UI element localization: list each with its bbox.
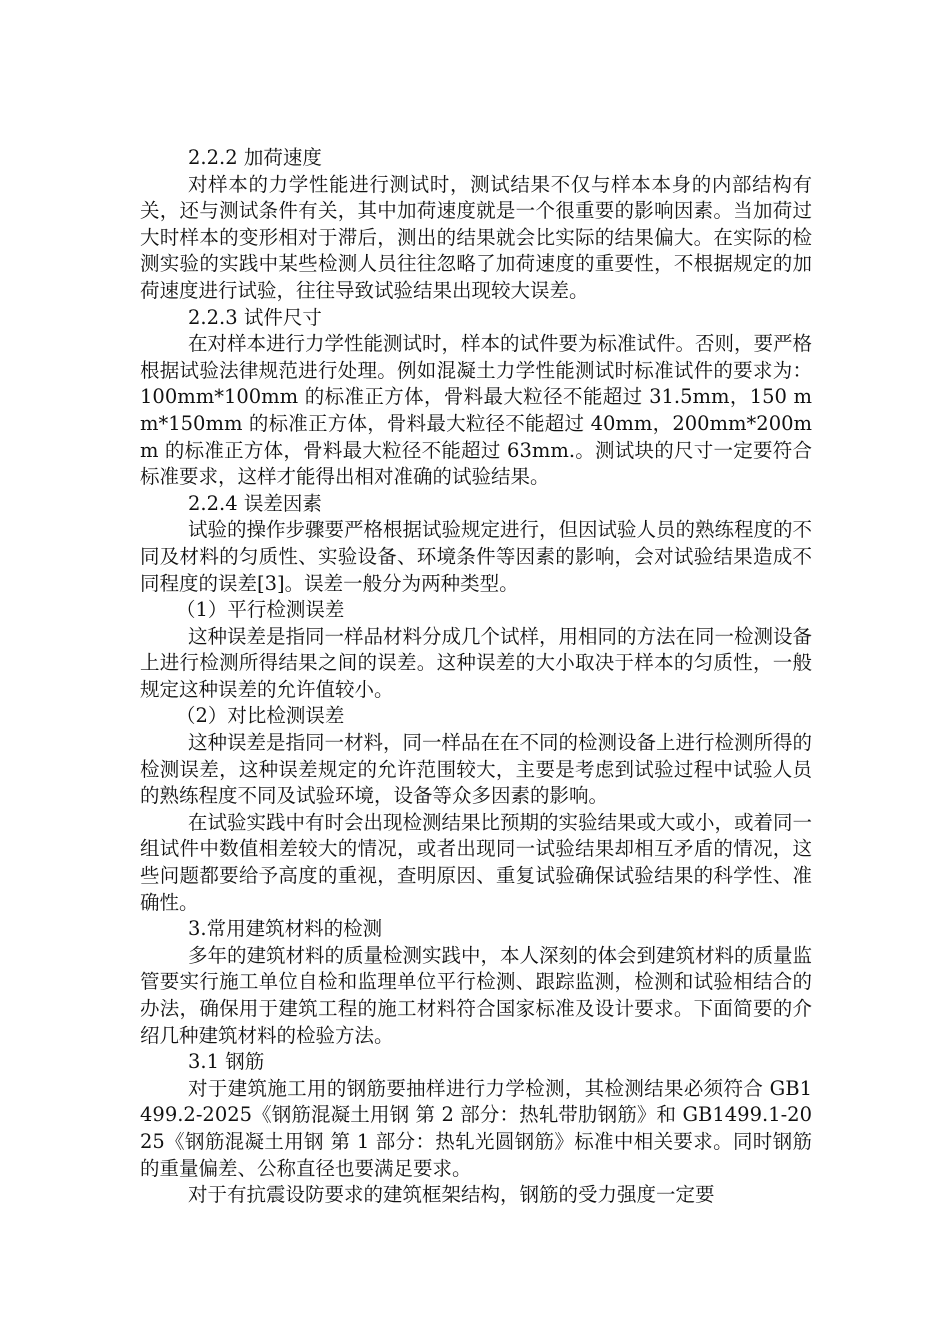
subheading-parallel-error: （1）平行检测误差: [176, 598, 345, 622]
paragraph-material-testing: 多年的建筑材料的质量检测实践中，本人深刻的体会到建筑材料的质量监管要实行施工单位自检和监理单位平行检测、跟踪监测，检测和试验相结合的办法，确保用于建筑工程的施工材料符合国家标准及设计要求。下面简要的介绍几种建筑材料的检验方法。: [140, 943, 813, 1047]
section-heading-3-1: 3.1 钢筋: [188, 1050, 265, 1074]
paragraph-loading-speed: 对样本的力学性能进行测试时，测试结果不仅与样本本身的内部结构有关，还与测试条件有关，其中加荷速度就是一个很重要的影响因素。当加荷过大时样本的变形相对于滞后，测出的结果就会比实际的结果偏大。在实际的检测实验的实践中某些检测人员往往忽略了加荷速度的重要性，不根据规定的加荷速度进行试验，往往导致试验结果出现较大误差。: [140, 172, 812, 302]
paragraph-rebar-standards: 对于建筑施工用的钢筋要抽样进行力学检测，其检测结果必须符合 GB1499.2-2025《钢筋混凝土用钢 第 2 部分：热轧带肋钢筋》和 GB1499.1-2025《钢筋混凝土用钢 第 1 部分：热轧光圆钢筋》标准中相关要求。同时钢筋的重量偏差、公称直径也要满足要求。: [140, 1076, 812, 1180]
section-heading-2-2-2: 2.2.2 加荷速度: [188, 146, 322, 169]
paragraph-error-factors: 试验的操作步骤要严格根据试验规定进行，但因试验人员的熟练程度的不同及材料的匀质性、实验设备、环境条件等因素的影响，会对试验结果造成不同程度的误差[3]。误差一般分为两种类型。: [140, 518, 813, 595]
subheading-comparison-error: （2）对比检测误差: [176, 704, 345, 728]
section-heading-3: 3.常用建筑材料的检测: [188, 917, 383, 941]
section-heading-2-2-3: 2.2.3 试件尺寸: [188, 305, 322, 329]
document-page: [140, 145, 812, 1209]
paragraph-test-practice: 在试验实践中有时会出现检测结果比预期的实验结果或大或小，或着同一组试件中数值相差较大的情况，或者出现同一试验结果却相互矛盾的情况，这些问题都要给予高度的重视，查明原因、重复试验确保试验结果的科学性、准确性。: [140, 810, 813, 914]
paragraph-specimen-size: 在对样本进行力学性能测试时，样本的试件要为标准试件。否则，要严格根据试验法律规范进行处理。例如混凝土力学性能测试时标准试件的要求为：100mm*100mm 的标准正方体，骨料最大粒径不能超过 31.5mm，150 mm*150mm 的标准正方体，骨料最大粒径不能超过 40mm，200mm*200mm 的标准正方体，骨料最大粒径不能超过 63mm.。测试块的尺寸一定要符合标准要求，这样才能得出相对准确的试验结果。: [140, 332, 813, 489]
paragraph-parallel-error: 这种误差是指同一样品材料分成几个试样，用相同的方法在同一检测设备上进行检测所得结果之间的误差。这种误差的大小取决于样本的匀质性，一般规定这种误差的允许值较小。: [140, 624, 813, 701]
section-heading-2-2-4: 2.2.4 误差因素: [188, 491, 322, 515]
paragraph-comparison-error: 这种误差是指同一材料，同一样品在在不同的检测设备上进行检测所得的检测误差，这种误差规定的允许范围较大，主要是考虑到试验过程中试验人员的熟练程度不同及试验环境，设备等众多因素的影响。: [140, 731, 813, 808]
paragraph-seismic-rebar: 对于有抗震设防要求的建筑框架结构，钢筋的受力强度一定要: [188, 1183, 715, 1207]
